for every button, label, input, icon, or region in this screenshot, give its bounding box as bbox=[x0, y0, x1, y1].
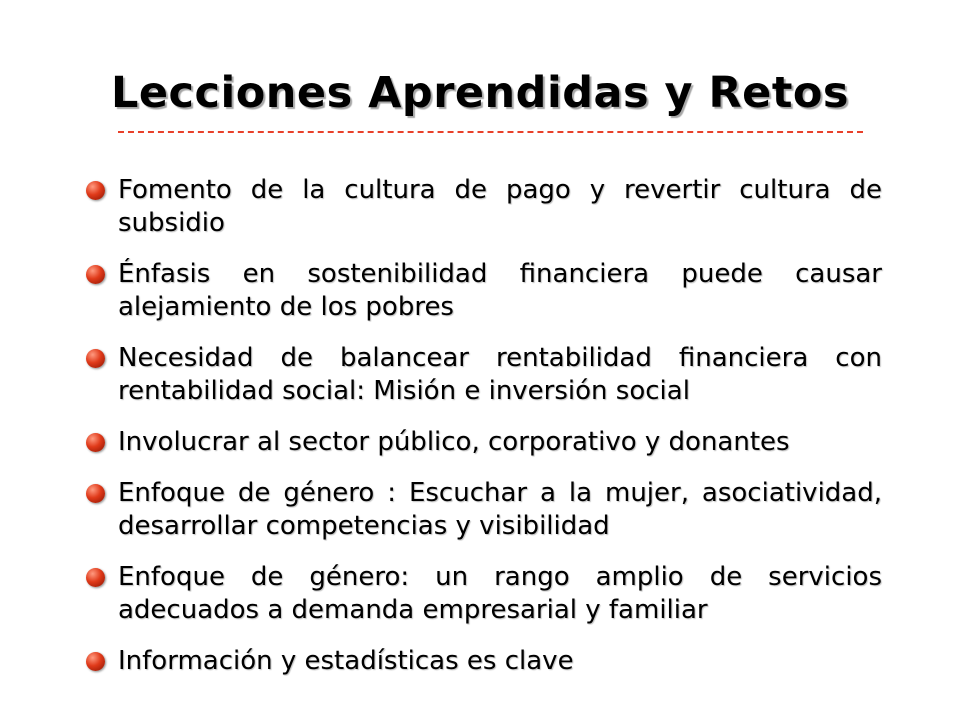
red-ball-bullet-icon bbox=[86, 568, 105, 587]
slide-title: Lecciones Aprendidas y Retos bbox=[110, 68, 850, 118]
red-ball-bullet-icon bbox=[86, 349, 105, 368]
bullet-text: Fomento de la cultura de pago y revertir cultura de subsidio bbox=[118, 175, 882, 238]
bullet-text: Necesidad de balancear rentabilidad financiera con rentabilidad social: Misión e inversión social bbox=[118, 343, 882, 406]
bullet-text: Énfasis en sostenibilidad financiera puede causar alejamiento de los pobres bbox=[118, 259, 882, 322]
bullet-item bbox=[82, 477, 882, 543]
red-ball-bullet-icon bbox=[86, 652, 105, 671]
bullet-item bbox=[82, 426, 882, 459]
bullet-item bbox=[82, 561, 882, 627]
bullet-text: Enfoque de género: un rango amplio de servicios adecuados a demanda empresarial y familiar bbox=[118, 562, 882, 625]
bullet-text: Información y estadísticas es clave bbox=[118, 646, 574, 676]
bullet-item bbox=[82, 645, 882, 678]
red-ball-bullet-icon bbox=[86, 265, 105, 284]
red-ball-bullet-icon bbox=[86, 181, 105, 200]
red-ball-bullet-icon bbox=[86, 433, 105, 452]
title-divider bbox=[118, 131, 863, 133]
bullet-list bbox=[82, 174, 882, 696]
bullet-text: Involucrar al sector público, corporativo y donantes bbox=[118, 427, 790, 457]
red-ball-bullet-icon bbox=[86, 484, 105, 503]
bullet-text: Enfoque de género : Escuchar a la mujer, asociatividad, desarrollar competencias y visibilidad bbox=[118, 478, 882, 541]
bullet-item bbox=[82, 258, 882, 324]
bullet-item bbox=[82, 174, 882, 240]
bullet-item bbox=[82, 342, 882, 408]
